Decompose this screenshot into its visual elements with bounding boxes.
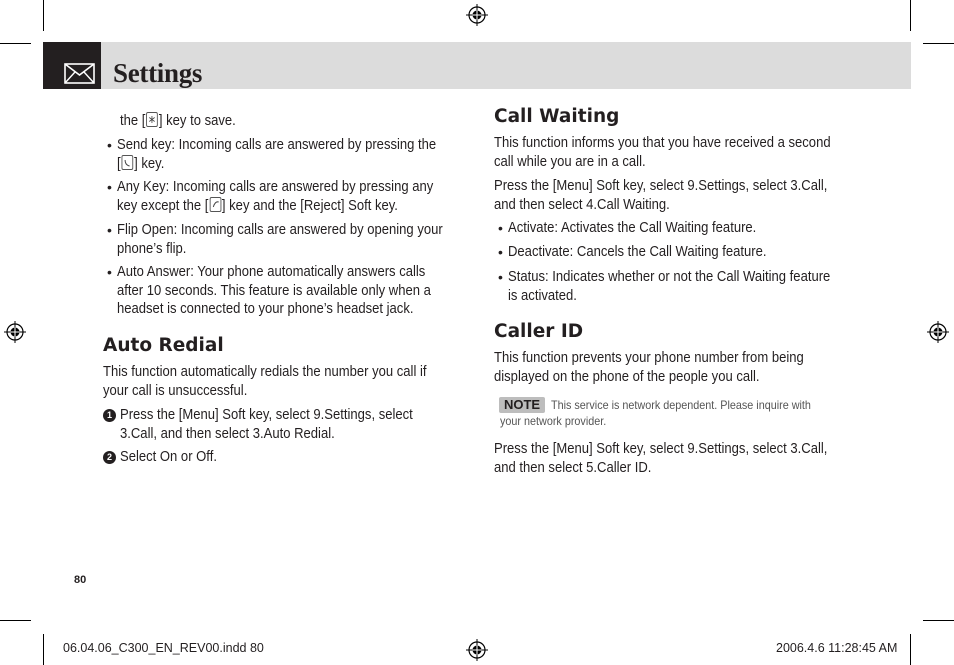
bullet-line: Flip Open: Incoming calls are answered by opening your — [117, 222, 443, 238]
paragraph-line: Press the [Menu] Soft key, select 9.Settings, select 3.Call, — [494, 441, 828, 457]
call-waiting-instructions — [494, 177, 827, 214]
step-item — [120, 448, 217, 467]
paragraph-line: This function prevents your phone number from being — [494, 350, 804, 366]
step-number-icon: 2 — [103, 451, 116, 464]
step-number-icon: 1 — [103, 409, 116, 422]
bullet-line: Any Key: Incoming calls are answered by pressing any — [117, 179, 434, 195]
bullet-icon: • — [498, 269, 503, 285]
bullet-line: after 10 seconds. This feature is available only when a — [117, 282, 431, 299]
bullet-line: Deactivate: Cancels the Call Waiting feature. — [508, 244, 767, 260]
bullet-icon: • — [107, 137, 112, 153]
registration-mark-icon — [4, 321, 26, 343]
note-label: NOTE — [503, 397, 541, 412]
crop-mark — [923, 43, 954, 44]
caller-id-intro — [494, 349, 804, 386]
bullet-item — [117, 178, 433, 215]
paragraph-line: displayed on the phone of the people you call. — [494, 368, 760, 385]
bullet-icon: • — [107, 222, 112, 238]
step-line: Select On or Off. — [120, 449, 217, 465]
crop-mark — [923, 620, 954, 621]
bullet-line: phone’s flip. — [117, 240, 187, 257]
step-item — [120, 406, 413, 443]
continuation-text: ] key to save. — [158, 113, 236, 129]
header-tab — [43, 42, 101, 89]
bullet-item — [508, 219, 756, 238]
caller-id-instructions — [494, 440, 827, 477]
page-number: 80 — [74, 574, 87, 586]
crop-mark — [910, 0, 911, 31]
footer-timestamp: 2006.4.6 11:28:45 AM — [776, 641, 898, 655]
paragraph-line: and then select 5.Caller ID. — [494, 459, 652, 476]
call-waiting-intro — [494, 134, 831, 171]
note-line: your network provider. — [500, 414, 607, 428]
bullet-icon: • — [107, 179, 112, 195]
star-key-icon — [146, 112, 158, 127]
step-line: Press the [Menu] Soft key, select 9.Settings, select — [120, 407, 413, 423]
bullet-item — [508, 268, 830, 305]
header-band — [101, 42, 911, 89]
registration-mark-icon — [927, 321, 949, 343]
paragraph-line: and then select 4.Call Waiting. — [494, 196, 670, 213]
paragraph-line: Press the [Menu] Soft key, select 9.Settings, select 3.Call, — [494, 178, 828, 194]
bullet-item — [117, 136, 436, 173]
end-key-icon — [209, 197, 221, 212]
bullet-text: ] key. — [134, 155, 165, 172]
crop-mark — [0, 620, 31, 621]
bullet-line — [117, 197, 433, 216]
registration-mark-icon — [466, 639, 488, 661]
section-heading-call-waiting: Call Waiting — [494, 106, 620, 127]
registration-mark-icon — [466, 4, 488, 26]
bullet-icon: • — [498, 244, 503, 260]
paragraph-line: This function automatically redials the number you call if — [103, 364, 427, 380]
section-heading-auto-redial: Auto Redial — [103, 335, 224, 356]
bullet-item — [117, 263, 431, 319]
section-heading-caller-id: Caller ID — [494, 321, 584, 342]
crop-mark — [43, 0, 44, 31]
bullet-line: is activated. — [508, 287, 577, 304]
bullet-text: [ — [117, 155, 121, 172]
continuation-line — [120, 112, 236, 131]
bullet-text: ] key and the [Reject] Soft key. — [221, 197, 398, 214]
bullet-icon: • — [107, 264, 112, 280]
step-line: 3.Call, and then select 3.Auto Redial. — [120, 425, 335, 442]
paragraph-line: your call is unsuccessful. — [103, 382, 248, 399]
bullet-line: headset is connected to your phone’s headset jack. — [117, 301, 414, 318]
footer-file-info: 06.04.06_C300_EN_REV00.indd 80 — [63, 641, 264, 655]
bullet-text: key except the [ — [117, 197, 209, 214]
auto-redial-intro — [103, 363, 427, 400]
bullet-line: Activate: Activates the Call Waiting feature. — [508, 220, 757, 236]
bullet-item — [117, 221, 443, 258]
envelope-icon — [64, 63, 95, 84]
bullet-line: Send key: Incoming calls are answered by pressing the — [117, 137, 437, 153]
page-title: Settings — [113, 58, 203, 88]
note-badge — [499, 397, 545, 413]
bullet-item — [508, 243, 766, 262]
bullet-line: Auto Answer: Your phone automatically answers calls — [117, 264, 426, 280]
bullet-icon: • — [498, 220, 503, 236]
paragraph-line: This function informs you that you have received a second — [494, 135, 831, 151]
crop-mark — [43, 634, 44, 665]
bullet-line: Status: Indicates whether or not the Call Waiting feature — [508, 269, 831, 285]
crop-mark — [0, 43, 31, 44]
note-line: This service is network dependent. Please inquire with — [551, 398, 811, 412]
paragraph-line: call while you are in a call. — [494, 153, 646, 170]
crop-mark — [910, 634, 911, 665]
continuation-text: the [ — [120, 113, 146, 129]
send-key-icon — [122, 155, 134, 170]
bullet-line — [117, 155, 436, 174]
